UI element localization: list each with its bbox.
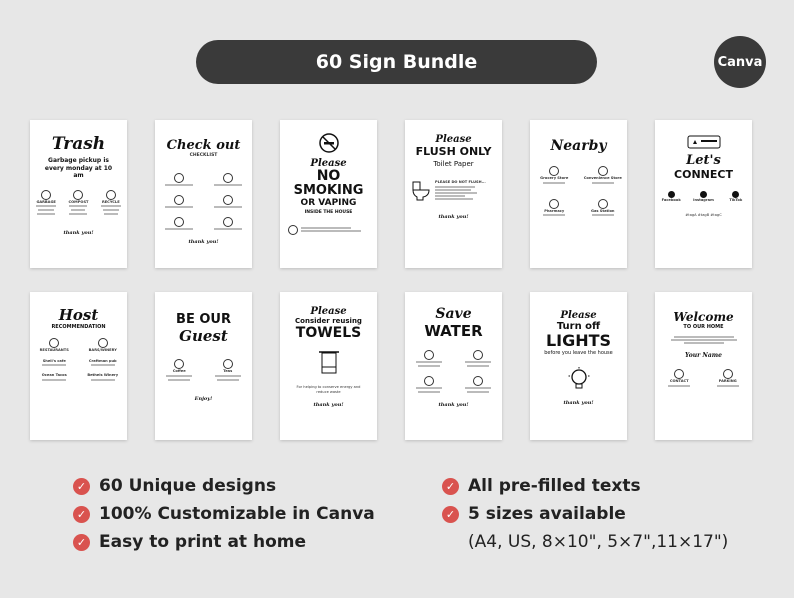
nearby-label: Pharmacy — [544, 208, 565, 213]
social-label: Facebook — [661, 198, 681, 202]
flush-only: FLUSH ONLY — [415, 145, 492, 158]
lights-please: Please — [560, 310, 597, 321]
check-icon: ✓ — [73, 506, 90, 523]
trash-col — [96, 190, 125, 217]
lights-turnoff: Turn off — [556, 321, 601, 332]
lights-sign: thank you! — [563, 399, 594, 406]
card-nosmoking — [280, 120, 377, 268]
towels-please: Please — [310, 306, 347, 317]
feature-text: Easy to print at home — [99, 532, 306, 552]
trash-sign: thank you! — [63, 230, 94, 237]
fork-icon — [49, 338, 59, 348]
location-icon — [549, 199, 559, 209]
feature-sizes — [442, 528, 728, 556]
nearby-title: Nearby — [550, 138, 607, 154]
trash-col — [32, 190, 61, 217]
towels-sign: thank you! — [313, 402, 344, 409]
welcome-col: CONTACT — [669, 379, 689, 383]
coffee-icon — [174, 359, 184, 369]
lights-title: LIGHTS — [545, 331, 612, 350]
trash-col — [64, 190, 93, 217]
location-icon — [598, 199, 608, 209]
guest-sign: Enjoy! — [194, 395, 213, 402]
trash-col-label: GARBAGE — [36, 199, 56, 204]
card-guest — [155, 292, 252, 440]
feature-text: 100% Customizable in Canva — [99, 504, 375, 524]
guest-item: Coffee — [172, 369, 186, 373]
host-item: Shell's cafe — [42, 358, 66, 363]
welcome-title: Welcome — [673, 310, 734, 324]
trash-col-label: COMPOST — [68, 199, 89, 204]
canva-badge — [714, 36, 766, 88]
guest-beour: BE OUR — [176, 312, 231, 327]
nosmoking-please: Please — [310, 158, 347, 169]
parking-icon — [723, 369, 733, 379]
water-save: Save — [435, 306, 472, 322]
card-trash — [30, 120, 127, 268]
guest-title: Guest — [179, 327, 228, 345]
lights-before: before you leave the house — [544, 349, 613, 356]
guest-item: Teas — [223, 369, 233, 373]
flush-sign: thank you! — [438, 214, 469, 220]
check-icon: ✓ — [73, 534, 90, 551]
towels-title: TOWELS — [295, 325, 362, 341]
no-smoking-small-icon — [288, 225, 298, 235]
flush-note: PLEASE DO NOT FLUSH... — [435, 180, 486, 184]
water-sign: thank you! — [438, 402, 469, 408]
nosmoking-smoking: SMOKING — [293, 182, 364, 198]
card-water — [405, 292, 502, 440]
nearby-label: Grocery Store — [540, 176, 569, 180]
flush-toilet-paper: Toilet Paper — [433, 160, 474, 168]
nosmoking-inside: INSIDE THE HOUSE — [304, 209, 353, 215]
checkout-title: Check out — [166, 138, 241, 153]
welcome-sub: TO OUR HOME — [683, 324, 724, 330]
facebook-icon — [668, 191, 675, 198]
features-left — [73, 472, 375, 556]
location-icon — [549, 166, 559, 176]
water-title: WATER — [424, 322, 483, 340]
recycle-icon — [106, 190, 116, 200]
feature-text: 60 Unique designs — [99, 476, 277, 496]
card-host — [30, 292, 127, 440]
lightbulb-icon — [530, 366, 627, 396]
washer-icon — [424, 376, 434, 386]
feature-text: 5 sizes available — [468, 504, 626, 524]
feature-item — [73, 500, 375, 528]
card-connect — [655, 120, 752, 268]
nearby-label: Convenience Store — [583, 176, 622, 180]
host-item: Craftman pub — [88, 358, 117, 363]
trash-title: Trash — [51, 134, 106, 154]
tiktok-icon — [732, 191, 739, 198]
instagram-icon — [700, 191, 707, 198]
trash-col-label: RECYCLE — [101, 199, 120, 204]
feature-item — [442, 500, 728, 528]
host-subtitle: RECOMMENDATION — [51, 324, 106, 330]
wrench-icon — [473, 376, 483, 386]
connect-tags: #tagA #tagB #tagC — [685, 212, 722, 217]
feature-text: All pre-filled texts — [468, 476, 641, 496]
social-label: Instagram — [693, 198, 714, 202]
social-label: TikTok — [729, 198, 743, 202]
towel-icon — [280, 349, 377, 379]
features-right — [442, 472, 728, 556]
towels-consider: Consider reusing — [295, 317, 362, 325]
connect-lets: Let's — [686, 153, 721, 168]
canva-label: Canva — [717, 54, 763, 70]
checkout-grid — [155, 173, 252, 187]
host-col: BARS/WINERY — [88, 348, 117, 352]
welcome-sign: Your Name — [685, 352, 722, 359]
nearby-label: Gas Station — [591, 208, 615, 213]
feature-item — [73, 472, 375, 500]
card-lights — [530, 292, 627, 440]
banner-title: 60 Sign Bundle — [315, 51, 478, 73]
dishwasher-icon — [473, 350, 483, 360]
nosmoking-vaping: OR VAPING — [300, 197, 357, 208]
trash-columns — [30, 190, 127, 217]
feature-item — [442, 472, 728, 500]
phone-icon — [674, 369, 684, 379]
toilet-icon — [411, 180, 431, 202]
check-icon: ✓ — [442, 478, 459, 495]
checkout-subtitle: CHECKLIST — [189, 153, 218, 158]
towels-note: For helping to conserve energy and reduce waste — [296, 385, 361, 394]
social-post-icon — [655, 134, 752, 153]
check-icon: ✓ — [73, 478, 90, 495]
welcome-col: PARKING — [718, 379, 737, 383]
connect-title: CONNECT — [674, 168, 733, 181]
wine-icon — [98, 338, 108, 348]
card-flush — [405, 120, 502, 268]
location-icon — [598, 166, 608, 176]
title-banner — [196, 40, 597, 84]
bin-icon — [41, 190, 51, 200]
nosmoking-no: NO — [316, 168, 341, 184]
tea-icon — [223, 359, 233, 369]
host-item: Ocean Tacos — [41, 373, 67, 378]
feature-text: (A4, US, 8×10", 5×7",11×17") — [468, 532, 729, 552]
leaf-icon — [73, 190, 83, 200]
card-towels — [280, 292, 377, 440]
host-col: RESTAURANTS — [39, 348, 69, 352]
feature-item — [73, 528, 375, 556]
card-welcome — [655, 292, 752, 440]
checkout-sign: thank you! — [188, 238, 219, 245]
no-smoking-icon — [280, 132, 377, 158]
host-title: Host — [58, 306, 99, 324]
card-checkout — [155, 120, 252, 268]
trash-subtitle: Garbage pickup is every monday at 10 am — [44, 157, 113, 179]
flush-please: Please — [435, 134, 472, 145]
card-nearby — [530, 120, 627, 268]
faucet-icon — [424, 350, 434, 360]
check-icon: ✓ — [442, 506, 459, 523]
host-item: Bethels Winery — [87, 373, 119, 378]
